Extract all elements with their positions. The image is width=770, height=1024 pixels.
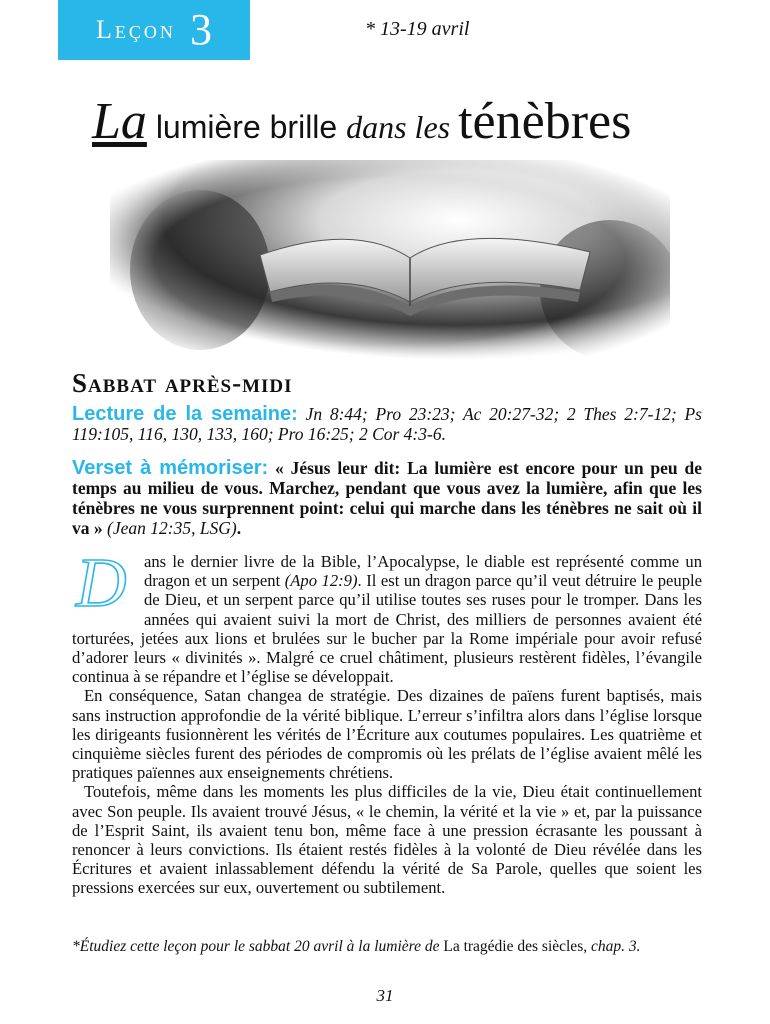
body-paragraph-3: Toutefois, même dans les moments les plus difficiles de la vie, Dieu était continuellement avec Son peuple. Ils avaient trouvé Jésus, « le chemin, la vérité et la vie » et, par la puissance de l’Esprit Saint, ils avaient tenu bon, même face à une pression écrasante les poussant à renoncer à leurs convictions. Ils étaient restés fidèles à la volonté de Dieu révélée dans les Écritures et avaient inlassablement défendu la vérité de Sa Parole, quelles que soient les pressions exercées sur eux, ouvertement ou subtilement.: [72, 782, 702, 898]
title-part-2: lumière brille: [146, 109, 347, 145]
title-part-4: ténèbres: [458, 93, 632, 150]
body-p1-ref: (Apo 12:9): [284, 571, 358, 591]
page-number: 31: [376, 986, 394, 1005]
title-part-3: dans les: [346, 109, 459, 145]
memory-verse: [72, 458, 702, 538]
footnote-text-b: , chap. 3.: [583, 938, 641, 955]
title-part-1: La: [92, 93, 147, 150]
dropcap: [72, 552, 144, 610]
lesson-word: Leçon: [96, 15, 176, 44]
body-paragraph-2: En conséquence, Satan changea de stratégie. Des dizaines de païens furent baptisés, mais sans instruction approfondie de la vérité biblique. L’erreur s’infiltra alors dans l’église lorsque les dirigeants fusionnèrent les vérités de l’Écriture aux coutumes populaires. Les quatrième et cinquième siècles furent des périodes de compromis où les prélats de l’église avaient mêlé les pratiques païennes aux enseignements chrétiens.: [72, 686, 702, 783]
memory-verse-end: .: [236, 518, 242, 538]
open-bible-illustration: [110, 160, 670, 360]
dropcap-letter: D: [76, 552, 127, 610]
section-title: Sabbat après-midi: [72, 368, 293, 398]
date-range: * 13-19 avril: [365, 18, 470, 40]
lesson-number: 3: [189, 5, 212, 54]
memory-verse-text: « Jésus leur dit: La lumière est encore pour un peu de temps au milieu de vous. Marchez, pendant que vous avez la lumière, afin que les ténèbres ne vous surprennent point: celui qui marche dans les ténèbres ne sait où il va »: [72, 458, 702, 538]
body-p1-a: ans le dernier livre de la Bible, l’Apocalypse, le diable est représenté comme un dragon et un serpent: [144, 552, 702, 591]
footnote-text-a: *Étudiez cette leçon pour le sabbat 20 avril à la lumière de: [72, 938, 444, 955]
footnote: [72, 938, 702, 956]
page-title: [92, 92, 631, 151]
memory-verse-label: Verset à mémoriser:: [72, 457, 269, 479]
footnote-book: La tragédie des siècles: [443, 938, 584, 955]
lesson-body: [72, 552, 702, 898]
memory-verse-ref: (Jean 12:35, LSG): [107, 518, 237, 538]
weekly-reading-label: Lecture de la semaine:: [72, 403, 298, 425]
weekly-reading: [72, 404, 702, 444]
body-p1-b: . Il est un dragon parce qu’il veut détruire le peuple de Dieu, et un serpent parce qu’il utilise toutes ses ruses pour le tromper. Dans les années qui avaient suivi la mort de Christ, des milliers de personnes avaient été torturées, jetées aux lions et brulées sur le bucher par la Rome impériale pour avoir refusé d’adorer leurs « divinités ». Malgré ce cruel châtiment, plusieurs restèrent fidèles, l’évangile continua à se répandre et l’église se développait.: [72, 571, 702, 687]
body-paragraph-1: [72, 552, 702, 686]
weekly-reading-refs: Jn 8:44; Pro 23:23; Ac 20:27-32; 2 Thes 2:7-12; Ps 119:105, 116, 130, 133, 160; Pro 16:25; 2 Cor 4:3-6.: [72, 404, 702, 444]
lesson-tab: [58, 0, 250, 60]
